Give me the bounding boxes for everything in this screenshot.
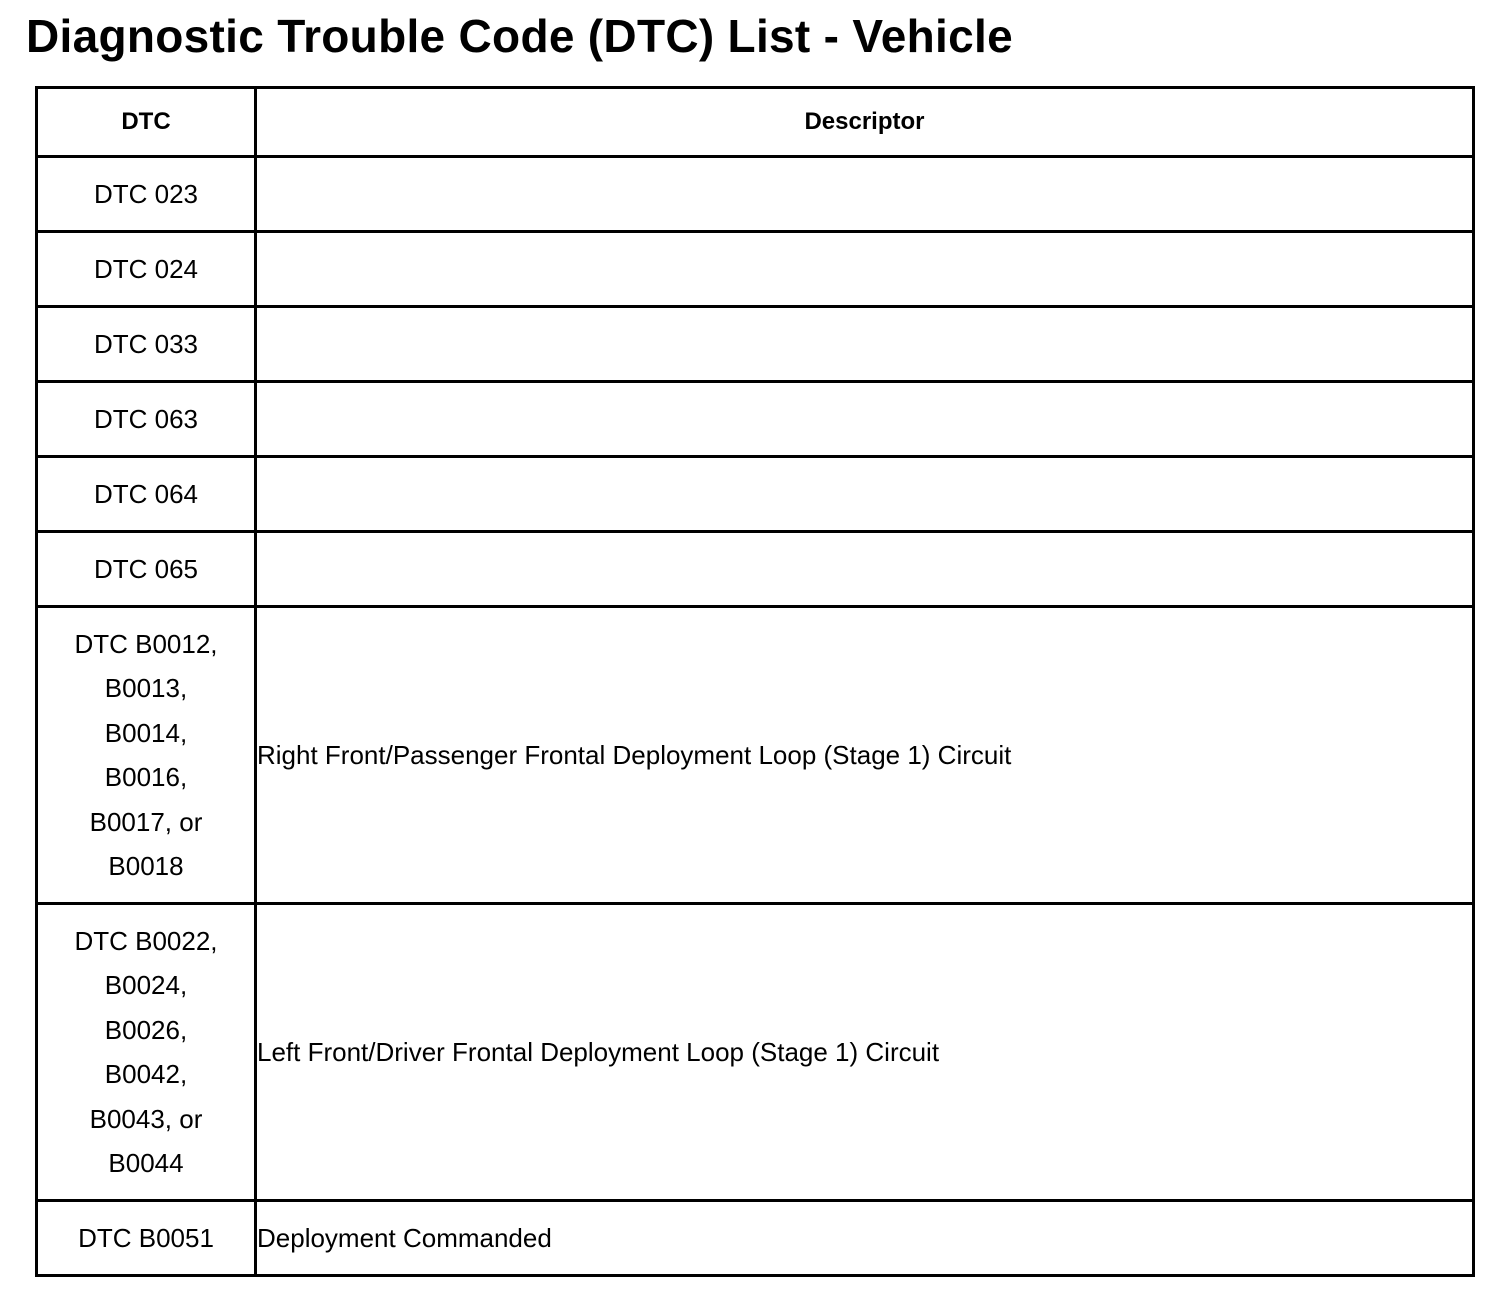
- table-row: [37, 232, 1474, 307]
- table-row: [37, 457, 1474, 532]
- descriptor-cell: [256, 382, 1474, 457]
- descriptor-cell: [256, 232, 1474, 307]
- table-row: [37, 382, 1474, 457]
- descriptor-cell: [256, 532, 1474, 607]
- dtc-code-cell: DTC 065: [37, 532, 256, 607]
- descriptor-cell: Deployment Commanded: [256, 1201, 1474, 1276]
- dtc-code-cell: DTC 024: [37, 232, 256, 307]
- descriptor-cell: Left Front/Driver Frontal Deployment Loop (Stage 1) Circuit: [256, 904, 1474, 1201]
- dtc-code-cell: DTC B0051: [37, 1201, 256, 1276]
- dtc-code-cell: DTC B0022, B0024, B0026, B0042, B0043, or B0044: [37, 904, 256, 1201]
- descriptor-cell: [256, 307, 1474, 382]
- column-header-dtc: DTC: [37, 88, 256, 157]
- descriptor-cell: [256, 157, 1474, 232]
- table-row: [37, 1201, 1474, 1276]
- dtc-code-cell: DTC B0012, B0013, B0014, B0016, B0017, or B0018: [37, 607, 256, 904]
- page-title: Diagnostic Trouble Code (DTC) List - Vehicle: [26, 10, 1013, 62]
- table-row: [37, 157, 1474, 232]
- dtc-code-cell: DTC 023: [37, 157, 256, 232]
- table-row: [37, 532, 1474, 607]
- descriptor-cell: [256, 457, 1474, 532]
- descriptor-cell: Right Front/Passenger Frontal Deployment Loop (Stage 1) Circuit: [256, 607, 1474, 904]
- table-row: [37, 607, 1474, 904]
- dtc-code-cell: DTC 064: [37, 457, 256, 532]
- column-header-descriptor: Descriptor: [256, 88, 1474, 157]
- table-row: [37, 904, 1474, 1201]
- table-row: [37, 307, 1474, 382]
- dtc-code-cell: DTC 063: [37, 382, 256, 457]
- table-header-row: [37, 88, 1474, 157]
- dtc-code-cell: DTC 033: [37, 307, 256, 382]
- dtc-table: [35, 86, 1475, 1277]
